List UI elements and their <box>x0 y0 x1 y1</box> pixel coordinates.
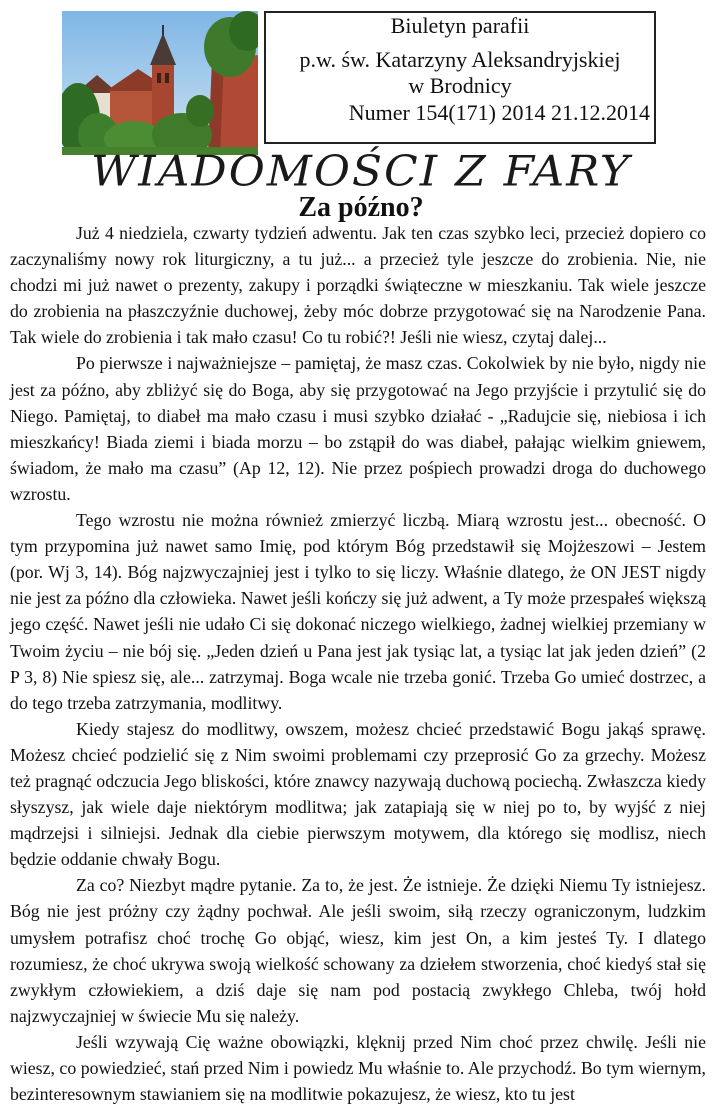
issue-number: Numer 154(171) 2014 21.12.2014 <box>348 100 650 125</box>
paragraph: Po pierwsze i najważniejsze – pamiętaj, że masz czas. Cokolwiek by nie było, nigdy nie jest za późno, aby zbliżyć się do Boga, aby się przygotować na Jego przyjście i przytulić się do Niego. Pamiętaj, to diabeł ma mało czasu i musi szybko działać - „Radujcie się, niebiosa i ich mieszkańcy! Biada ziemi i biada morzu – bo zstąpił do was diabeł, pałając wielkim gniewem, świadom, że mało ma czasu” (Ap 12, 12). Nie przez pośpiech prowadzi droga do duchowego wzrostu. <box>10 353 706 504</box>
parish-name: p.w. św. Katarzyny Aleksandryjskiej <box>299 47 621 72</box>
article-body <box>10 220 706 1107</box>
article-title: Za późno? <box>298 192 424 223</box>
paragraph: Kiedy stajesz do modlitwy, owszem, możesz chcieć przedstawić Bogu jakąś sprawę. Możesz chcieć podzielić się z Nim swoimi problemami czy przeprosić Go za grzechy. Możesz też pragnąć odczucia Jego bliskości, które znawcy nazywają duchową pociechą. Zwłaszcza kiedy słyszysz, jak wiele daje niektórym modlitwa; jak zatapiają się w niej po to, by wyjść z niej mądrzejsi i silniejsi. Jednak dla ciebie pierwszym motywem, dla którego się modlisz, niech będzie oddanie chwały Bogu. <box>10 718 706 870</box>
paragraph: Za co? Niezbyt mądre pytanie. Za to, że jest. Że istnieje. Że dzięki Niemu Ty istniejesz. Bóg nie jest próżny czy żądny pochwał. Ale jeśli swoim, siłą rzeczy ograniczonym, ludzkim umysłem potrafisz choć trochę Go objąć, wiesz, kim jest On, a kim jesteś Ty. I dlatego rozumiesz, że choć ukrywa swoją wielkość schowany za dziełem stworzenia, choć kiedyś stał się zwykłym człowiekiem, a dziś daje się nam pod postacią zwykłego Chleba, twój hołd najzwyczajniej w świecie Mu się należy. <box>10 875 706 1026</box>
nameplate-title: WIADOMOŚCI Z FARY <box>91 147 631 196</box>
paragraph: Już 4 niedziela, czwarty tydzień adwentu. Jak ten czas szybko leci, przecież dopiero co zaczynaliśmy nowy rok liturgiczny, a tu już... a przecież tyle jeszcze do zrobienia. Nie, nie chodzi mi już nawet o prezenty, zakupy i porządki świąteczne w mieszkaniu. Tak wiele jeszcze do zrobienia na płaszczyźnie duchowej, żeby móc dobrze przygotować się na Narodzenie Pana. Tak wiele do zrobienia i tak mało czasu! Co tu robić?! Jeśli nie wiesz, czytaj dalej... <box>10 223 706 348</box>
paragraph: Jeśli wzywają Cię ważne obowiązki, klęknij przed Nim choć przez chwilę. Jeśli nie wiesz, co powiedzieć, stań przed Nim i powiedz Mu właśnie to. Ale przychodź. Bo tym wiernym, bezinteresownym stawianiem się na modlitwie pokazujesz, że wiesz, kto tu jest <box>10 1031 706 1105</box>
church-photo <box>62 11 258 155</box>
masthead-box <box>264 11 656 144</box>
paragraph: Tego wzrostu nie można również zmierzyć liczbą. Miarą wzrostu jest... obecność. O tym przypomina już nawet samo Imię, pod którym Bóg przedstawił się Mojżeszowi – Jestem (por. Wj 3, 14). Bóg najzwyczajniej jest i tylko to się liczy. Właśnie dlatego, że ON JEST nigdy nie jest za późno dla człowieka. Nawet jeśli kończy się już adwent, a Ty może przespałeś większą jego część. Nawet jeśli nie udało Ci się dokonać niczego wielkiego, żadnej wielkiej przemiany w Twoim życiu – nie bój się. „Jeden dzień u Pana jest jak tysiąc lat, a tysiąc lat jak jeden dzień” (2 P 3, 8) Nie spiesz się, ale... zatrzymaj. Boga wcale nie trzeba gonić. Trzeba Go umieć dostrzec, a do tego trzeba zatrzymania, modlitwy. <box>10 510 706 713</box>
bulletin-label: Biuletyn parafii <box>390 13 530 38</box>
parish-town: w Brodnicy <box>408 73 512 98</box>
